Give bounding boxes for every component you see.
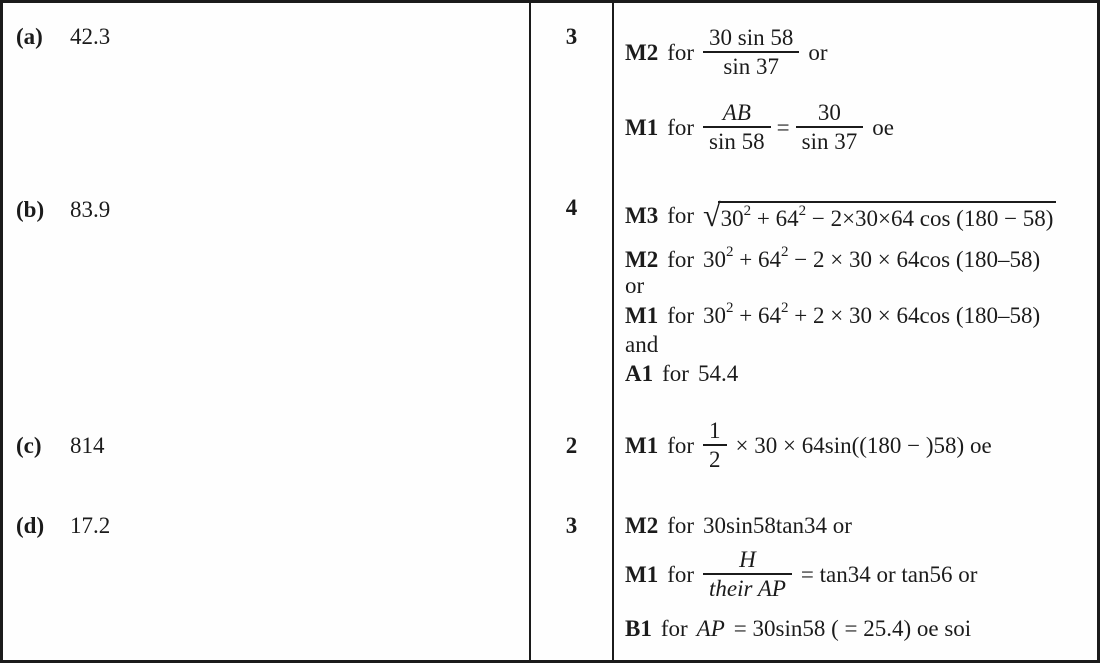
- mark-code: M1: [625, 562, 659, 587]
- fraction-numerator: 1: [709, 418, 721, 443]
- mark-text: × 30 × 64sin((180 − )58) oe: [735, 433, 992, 458]
- math-variable: AP: [696, 616, 725, 641]
- marks-value-d: 3: [565, 513, 578, 538]
- mark-text: for: [667, 433, 695, 458]
- guidance-a-m1-line: [625, 97, 894, 159]
- mark-text: for: [667, 115, 695, 140]
- part-label-b: (b): [16, 197, 45, 222]
- mark-text: for: [667, 562, 695, 587]
- column-divider-answer-marks: [529, 3, 531, 660]
- guidance-d-m1-line: [625, 544, 977, 606]
- mark-text: or: [808, 40, 828, 65]
- mark-code: M2: [625, 513, 659, 538]
- fraction-numerator: 30: [817, 100, 841, 125]
- fraction: [796, 100, 864, 156]
- guidance-c-m1-line: [625, 415, 992, 477]
- mark-text: oe: [872, 115, 894, 140]
- answer-row-a: [16, 22, 110, 52]
- mark-text: = 30sin58 ( = 25.4) oe soi: [733, 616, 972, 641]
- fraction-numerator: AB: [722, 100, 751, 125]
- mark-expression: $30^2 + 64^2 - 2 \times 30 \times 64\cos$ (180–58): [703, 244, 1041, 272]
- marks-value-c: 2: [565, 433, 578, 458]
- answer-row-b: [16, 195, 110, 225]
- mark-text: for: [667, 40, 695, 65]
- mark-text: for: [667, 513, 695, 538]
- mark-code: M2: [625, 247, 659, 272]
- answer-row-d: [16, 511, 110, 541]
- fraction: [703, 100, 771, 156]
- mark-text: = tan34 or tan56 or: [800, 562, 978, 587]
- fraction: [703, 547, 792, 603]
- mark-text: for: [667, 203, 695, 228]
- equals-sign: =: [776, 115, 790, 140]
- mark-code: A1: [625, 361, 654, 386]
- answer-value-c: 814: [70, 433, 105, 458]
- mark-text: for: [660, 616, 688, 641]
- marks-value-b: 4: [565, 195, 578, 220]
- guidance-b-m1-line: [625, 301, 1040, 331]
- answer-value-b: 83.9: [70, 197, 111, 222]
- part-label-c: (c): [16, 433, 42, 458]
- radicand: $30^2 + 64^2 - 2\times 30\times 64$ cos (180 − 58): [718, 201, 1057, 234]
- guidance-a-m2-line: [625, 22, 828, 84]
- fraction: [703, 25, 799, 81]
- mark-code: M1: [625, 115, 659, 140]
- guidance-d-m2-line: [625, 511, 852, 541]
- fraction-denominator: sin 37: [796, 126, 864, 156]
- guidance-b-a1-line: [625, 359, 738, 389]
- marks-value-a: 3: [565, 24, 578, 49]
- answer-value-d: 17.2: [70, 513, 111, 538]
- mark-text: or: [625, 273, 645, 298]
- fraction-denominator: their AP: [703, 573, 792, 603]
- column-divider-marks-guidance: [612, 3, 614, 660]
- fraction: [703, 418, 727, 474]
- guidance-b-and-line: [625, 330, 658, 360]
- fraction-denominator: 2: [703, 444, 727, 474]
- mark-code: M2: [625, 40, 659, 65]
- mark-code: M3: [625, 203, 659, 228]
- mark-text: for: [667, 303, 695, 328]
- mark-text: for: [662, 361, 689, 386]
- radical-sign-icon: √: [703, 196, 721, 233]
- guidance-d-b1-line: [625, 614, 971, 644]
- mark-text: and: [625, 332, 659, 357]
- mark-expression: $30^2 + 64^2 + 2 \times 30 \times 64\cos$ (180–58): [703, 300, 1041, 328]
- mark-code: M1: [625, 433, 659, 458]
- mark-code: B1: [625, 616, 652, 641]
- fraction-denominator: sin 58: [703, 126, 771, 156]
- fraction-denominator: sin 37: [703, 51, 799, 81]
- guidance-b-m3-line: [625, 196, 1056, 233]
- guidance-b-or-line: [625, 271, 644, 301]
- mark-text: 54.4: [697, 361, 739, 386]
- mark-text: 30sin58tan34 or: [703, 513, 852, 538]
- mark-code: M1: [625, 303, 659, 328]
- part-label-a: (a): [16, 24, 43, 49]
- part-label-d: (d): [16, 513, 45, 538]
- answer-row-c: [16, 431, 105, 461]
- square-root: [703, 196, 1056, 234]
- fraction-numerator: H: [739, 547, 756, 572]
- fraction-numerator: 30 sin 58: [709, 25, 794, 50]
- guidance-b-m2-line: [625, 245, 1040, 275]
- answer-value-a: 42.3: [70, 24, 111, 49]
- mark-text: for: [667, 247, 695, 272]
